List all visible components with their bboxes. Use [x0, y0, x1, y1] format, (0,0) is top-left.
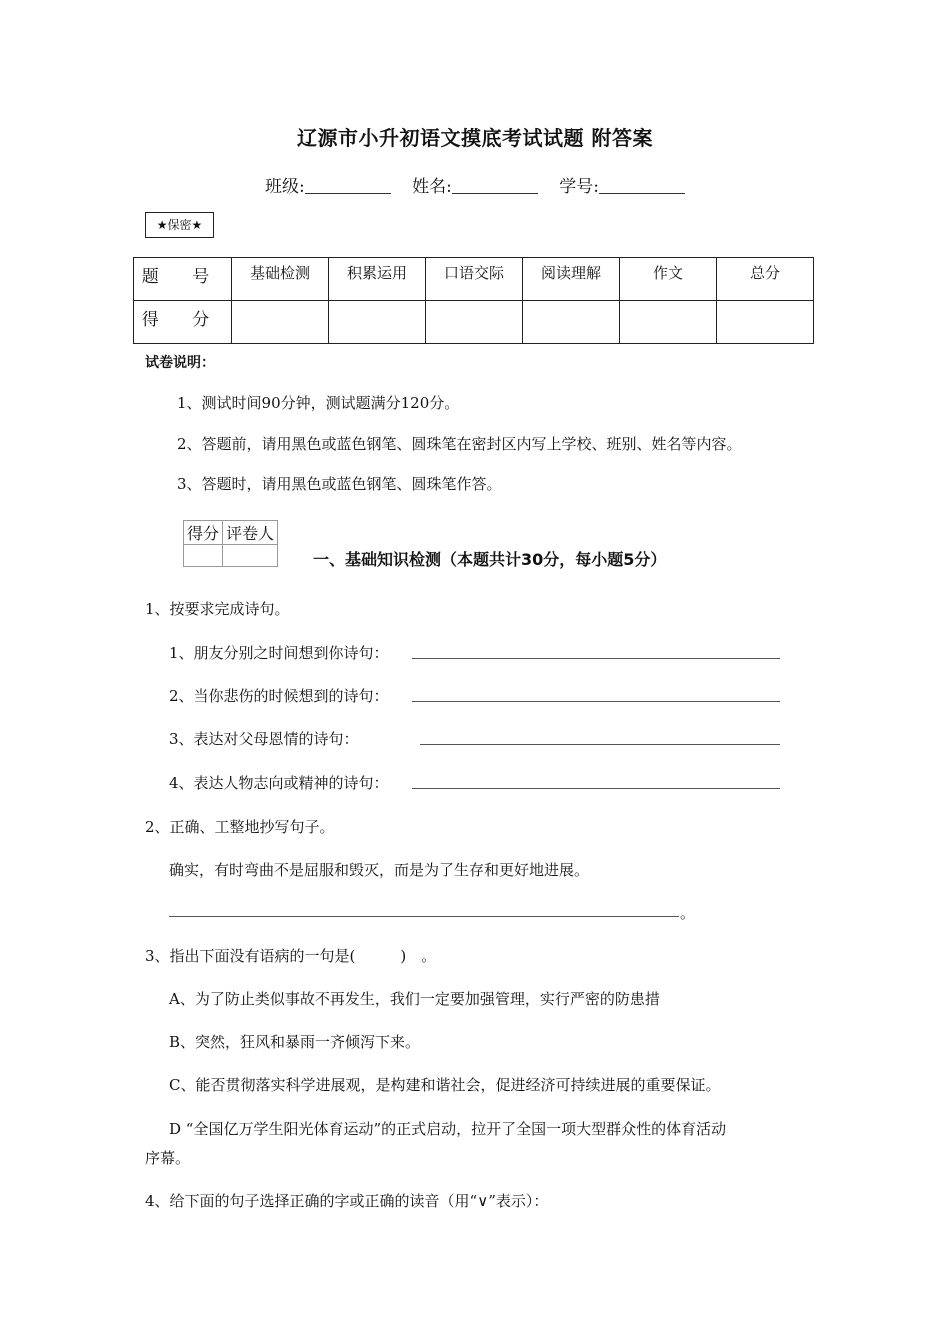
option-d-continued: 序幕。 [145, 1149, 191, 1167]
student-info-line [0, 172, 950, 197]
score-cell[interactable] [232, 301, 329, 344]
id-label: 学号: [559, 177, 599, 197]
column-reading: 阅读理解 [523, 258, 620, 301]
column-basic: 基础检测 [232, 258, 329, 301]
question-2-stem: 2、正确、工整地抄写句子。 [145, 818, 335, 836]
grader-box [183, 520, 278, 567]
question-2-sentence: 确实，有时弯曲不是屈服和毁灭，而是为了生存和更好地进展。 [169, 861, 590, 879]
column-total: 总分 [717, 258, 814, 301]
score-cell[interactable] [329, 301, 426, 344]
score-cell[interactable] [523, 301, 620, 344]
page-title: 辽源市小升初语文摸底考试试题 附答案 [297, 126, 653, 150]
option-b: B、突然，狂风和暴雨一齐倾泻下来。 [169, 1033, 421, 1051]
question-1-stem: 1、按要求完成诗句。 [145, 600, 290, 618]
instructions-heading: 试卷说明： [145, 355, 215, 371]
section-title: 一、基础知识检测（本题共计30分，每小题5分） [313, 550, 667, 569]
grader-score-label: 得分 [184, 521, 223, 545]
score-cell[interactable] [620, 301, 717, 344]
confidential-badge: ★保密★ [145, 212, 214, 238]
question-number-header: 题 号 [134, 258, 232, 301]
grader-reviewer-label: 评卷人 [223, 521, 278, 545]
column-oral: 口语交际 [426, 258, 523, 301]
option-c: C、能否贯彻落实科学进展观，是构建和谐社会，促进经济可持续进展的重要保证。 [169, 1076, 721, 1094]
answer-blank[interactable] [412, 788, 780, 789]
id-field[interactable] [599, 177, 685, 194]
class-field[interactable] [305, 177, 391, 194]
question-1-item: 3、表达对父母恩情的诗句： [169, 730, 359, 748]
copy-end-mark: 。 [680, 904, 696, 922]
score-table [133, 257, 814, 344]
answer-blank[interactable] [420, 744, 780, 745]
name-field[interactable] [452, 177, 538, 194]
score-cell[interactable] [426, 301, 523, 344]
instruction-item: 2、答题前，请用黑色或蓝色钢笔、圆珠笔在密封区内写上学校、班别、姓名等内容。 [177, 435, 742, 453]
question-1-item: 4、表达人物志向或精神的诗句： [169, 774, 389, 792]
option-d: D “全国亿万学生阳光体育运动”的正式启动，拉开了全国一项大型群众性的体育活动 [169, 1120, 727, 1138]
score-cell[interactable] [717, 301, 814, 344]
option-a: A、为了防止类似事故不再发生，我们一定要加强管理，实行严密的防患措 [169, 990, 660, 1008]
answer-blank[interactable] [412, 701, 780, 702]
grader-score-cell[interactable] [184, 545, 223, 567]
question-1-item: 1、朋友分别之时间想到你诗句： [169, 644, 389, 662]
question-1-item: 2、当你悲伤的时候想到的诗句： [169, 687, 389, 705]
column-accumulation: 积累运用 [329, 258, 426, 301]
answer-blank[interactable] [412, 658, 780, 659]
score-row-header: 得 分 [134, 301, 232, 344]
name-label: 姓名: [412, 177, 452, 197]
question-3-stem: 3、指出下面没有语病的一句是( ) 。 [145, 947, 437, 965]
column-composition: 作文 [620, 258, 717, 301]
instruction-item: 3、答题时，请用黑色或蓝色钢笔、圆珠笔作答。 [177, 475, 502, 493]
class-label: 班级: [264, 177, 305, 197]
instruction-item: 1、测试时间90分钟，测试题满分120分。 [177, 394, 460, 412]
copy-answer-blank[interactable] [169, 916, 679, 917]
grader-reviewer-cell[interactable] [223, 545, 278, 567]
question-4-stem: 4、给下面的句子选择正确的字或正确的读音（用“∨”表示）： [145, 1192, 549, 1210]
